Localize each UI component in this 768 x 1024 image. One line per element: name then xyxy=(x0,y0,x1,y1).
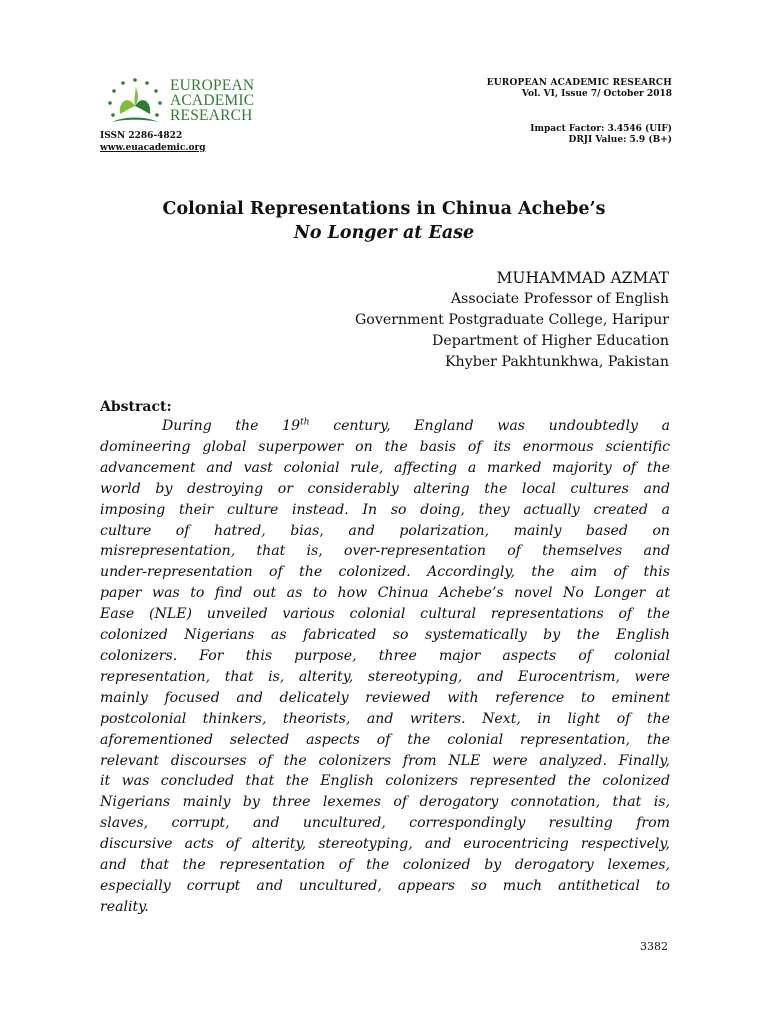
author-block xyxy=(355,268,669,373)
page-number: 3382 xyxy=(640,940,668,953)
abstract-line: colonizers. For this purpose, three major aspects of colonial xyxy=(100,647,670,664)
journal-logo xyxy=(100,76,260,132)
journal-meta xyxy=(487,78,672,100)
abstract-line: Ease (NLE) unveiled various colonial cultural representations of the xyxy=(100,606,670,623)
logo-line-european: EUROPEAN xyxy=(170,77,255,94)
abstract-line: Nigerians mainly by three lexemes of derogatory connotation, that is, xyxy=(100,794,670,811)
logo-line-academic: ACADEMIC xyxy=(170,92,255,109)
issn: ISSN 2286-4822 xyxy=(100,131,183,141)
abstract-line: culture of hatred, bias, and polarization, mainly based on xyxy=(100,522,670,539)
abstract-line: under-representation of the colonized. Accordingly, the aim of this xyxy=(100,564,670,581)
journal-url-link[interactable]: www.euacademic.org xyxy=(100,143,206,153)
author-name: MUHAMMAD AZMAT xyxy=(496,269,669,287)
abstract-body xyxy=(100,416,670,918)
abstract-line: colonized Nigerians as fabricated so systematically by the English xyxy=(100,627,670,644)
abstract-line: imposing their culture instead. In so doing, they actually created a xyxy=(100,501,670,518)
abstract-line: slaves, corrupt, and uncultured, correspondingly resulting from xyxy=(100,815,670,832)
journal-name: EUROPEAN ACADEMIC RESEARCH xyxy=(486,78,672,88)
abstract-line: especially corrupt and uncultured, appears so much antithetical to xyxy=(100,877,670,894)
paper-title-line1: Colonial Representations in Chinua Achebe’s xyxy=(162,199,606,219)
abstract-line: advancement and vast colonial rule, affecting a marked majority of the xyxy=(100,459,670,476)
abstract-line: During the 19th century, England was undoubtedly a xyxy=(162,417,670,434)
paper-title xyxy=(0,197,768,245)
author-affiliation-3: Department of Higher Education xyxy=(431,333,669,349)
abstract-line: aforementioned selected aspects of the colonial representation, the xyxy=(100,731,670,748)
author-affiliation-4: Khyber Pakhtunkhwa, Pakistan xyxy=(444,354,669,370)
paper-title-line2: No Longer at Ease xyxy=(293,223,475,243)
abstract-heading: Abstract: xyxy=(100,399,172,415)
abstract-line: mainly focused and delicately reviewed with reference to eminent xyxy=(100,689,670,706)
abstract-line: it was concluded that the English colonizers represented the colonized xyxy=(100,773,670,790)
abstract-line: misrepresentation, that is, over-representation of themselves and xyxy=(100,543,670,560)
abstract-line: relevant discourses of the colonizers from NLE were analyzed. Finally, xyxy=(100,752,670,769)
author-affiliation-2: Government Postgraduate College, Haripur xyxy=(354,312,669,328)
impact-meta xyxy=(530,124,672,146)
laurel-emblem-icon xyxy=(100,76,170,132)
abstract-line: reality. xyxy=(100,898,149,915)
drji-value: DRJI Value: 5.9 (B+) xyxy=(568,135,672,145)
impact-factor: Impact Factor: 3.4546 (UIF) xyxy=(530,124,672,134)
author-affiliation-1: Associate Professor of English xyxy=(450,291,669,307)
abstract-line: representation, that is, alterity, stereotyping, and Eurocentrism, were xyxy=(100,668,670,685)
abstract-line: postcolonial thinkers, theorists, and writers. Next, in light of the xyxy=(100,710,670,727)
logo-line-research: RESEARCH xyxy=(170,107,253,124)
journal-volume: Vol. VI, Issue 7/ October 2018 xyxy=(521,89,672,99)
abstract-line: domineering global superpower on the basis of its enormous scientific xyxy=(100,438,670,455)
abstract-line: discursive acts of alterity, stereotyping, and eurocentricing respectively, xyxy=(100,836,670,853)
abstract-line: paper was to find out as to how Chinua Achebe’s novel No Longer at xyxy=(100,585,670,602)
abstract-line: world by destroying or considerably altering the local cultures and xyxy=(100,480,670,497)
abstract-line: and that the representation of the colonized by derogatory lexemes, xyxy=(100,857,670,874)
